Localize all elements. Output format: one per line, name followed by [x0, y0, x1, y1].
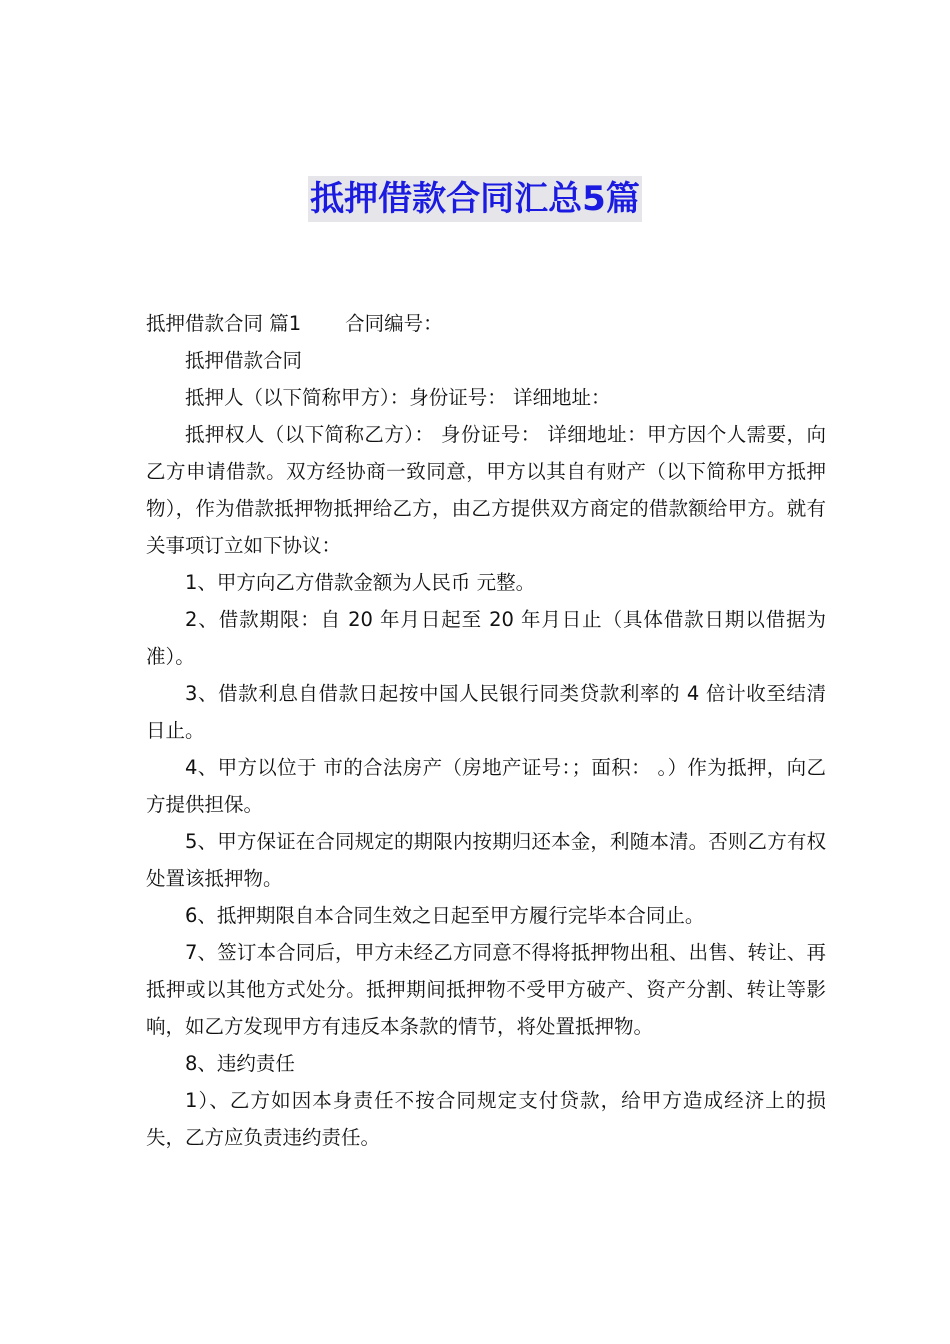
section-label: 抵押借款合同 篇1: [146, 312, 302, 335]
paragraph: 1）、乙方如因本身责任不按合同规定支付贷款，给甲方造成经济上的损失，乙方应负责违约责任。: [146, 1089, 826, 1149]
paragraph: 2、借款期限：自 20 年月日起至 20 年月日止（具体借款日期以借据为准）。: [146, 608, 826, 668]
document-body: [146, 305, 826, 1156]
section-header-line: [146, 305, 826, 342]
document-title: 抵押借款合同汇总5篇: [308, 176, 642, 222]
document-title-container: [0, 176, 950, 222]
paragraph: 抵押人（以下简称甲方）：身份证号： 详细地址：: [185, 386, 611, 409]
paragraph: 4、甲方以位于 市的合法房产（房地产证号：；面积： 。）作为抵押，向乙方提供担保。: [146, 756, 826, 816]
paragraph: 1、甲方向乙方借款金额为人民币 元整。: [185, 571, 536, 594]
paragraph: 抵押借款合同: [185, 349, 303, 372]
paragraph: 3、借款利息自借款日起按中国人民银行同类贷款利率的 4 倍计收至结清日止。: [146, 682, 826, 742]
paragraph: 8、违约责任: [185, 1052, 295, 1075]
contract-number-label: 合同编号：: [345, 312, 443, 335]
paragraph: 5、甲方保证在合同规定的期限内按期归还本金，利随本清。否则乙方有权处置该抵押物。: [146, 830, 826, 890]
paragraph: 6、抵押期限自本合同生效之日起至甲方履行完毕本合同止。: [185, 904, 705, 927]
paragraph: 7、签订本合同后，甲方未经乙方同意不得将抵押物出租、出售、转让、再抵押或以其他方式处分。抵押期间抵押物不受甲方破产、资产分割、转让等影响，如乙方发现甲方有违反本条款的情节，将处置抵押物。: [146, 941, 826, 1038]
paragraph: 抵押权人（以下简称乙方）： 身份证号： 详细地址：甲方因个人需要，向乙方申请借款。双方经协商一致同意，甲方以其自有财产（以下简称甲方抵押物），作为借款抵押物抵押给乙方，由乙方提供双方商定的借款额给甲方。就有关事项订立如下协议：: [146, 423, 826, 557]
